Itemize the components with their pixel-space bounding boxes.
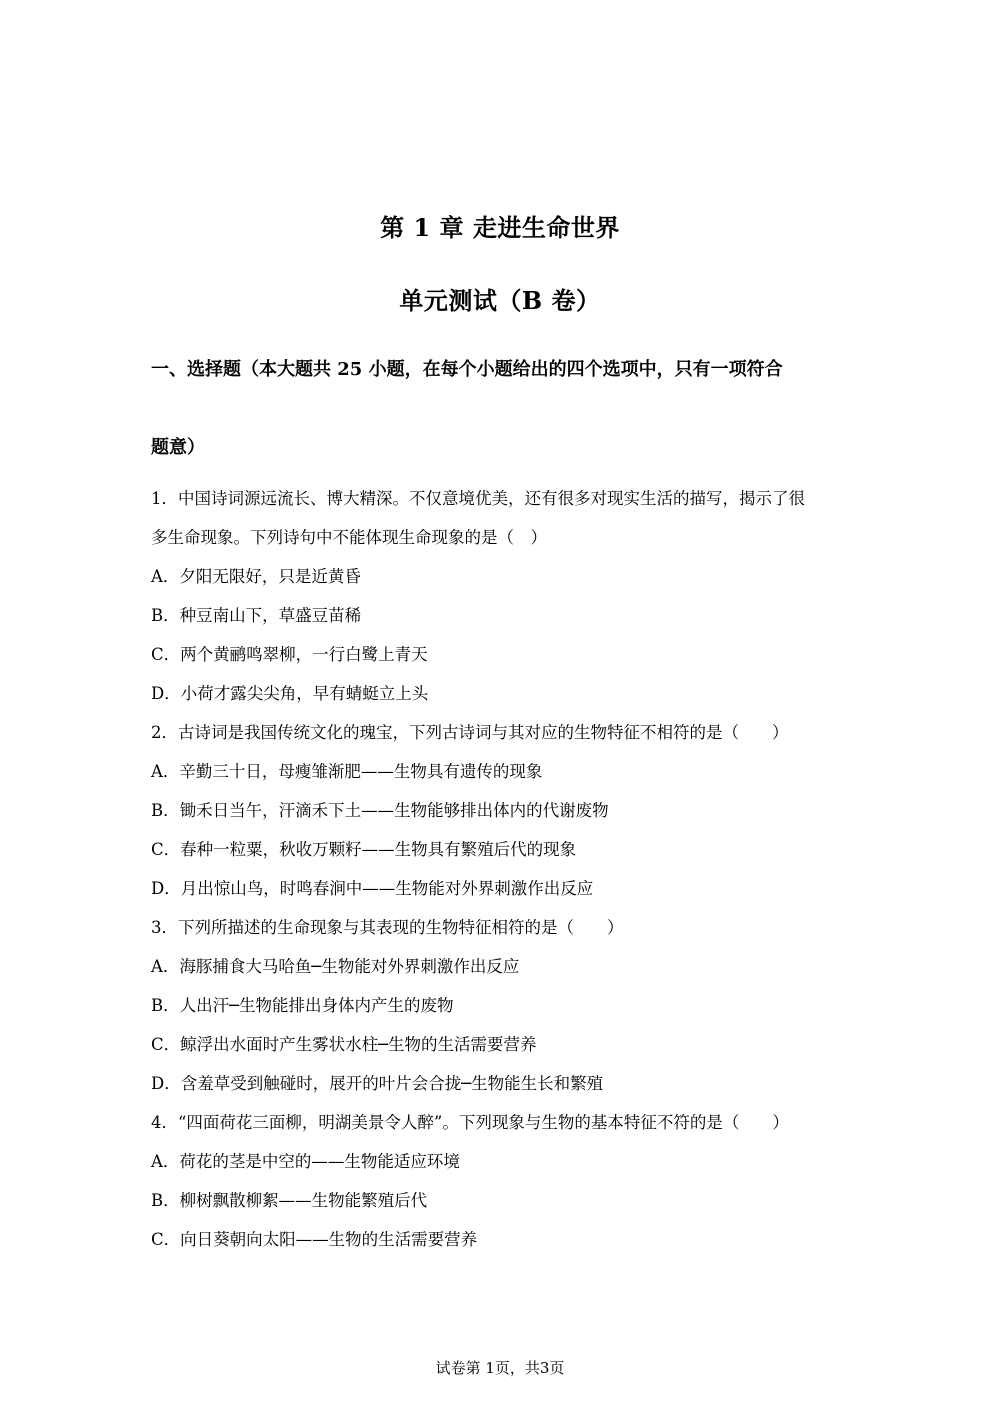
question-2-stem: 2．古诗词是我国传统文化的瑰宝，下列古诗词与其对应的生物特征不相符的是（ ） — [151, 723, 789, 742]
question-2-option-b: B．锄禾日当午，汗滴禾下土——生物能够排出体内的代谢废物 — [151, 801, 609, 820]
section-heading: 一、选择题（本大题共 25 小题，在每个小题给出的四个选项中，只有一项符合 — [151, 359, 783, 380]
question-1-option-c: C．两个黄鹂鸣翠柳，一行白鹭上青天 — [151, 645, 428, 664]
question-4-option-b: B．柳树飘散柳絮——生物能繁殖后代 — [151, 1191, 428, 1210]
question-3-option-b: B．人出汗─生物能排出身体内产生的废物 — [151, 996, 454, 1015]
question-2-option-a: A．辛勤三十日，母瘦雏渐肥——生物具有遗传的现象 — [151, 762, 543, 781]
question-4-option-a: A．荷花的茎是中空的——生物能适应环境 — [151, 1152, 460, 1171]
question-2-option-c: C．春种一粒粟，秋收万颗籽——生物具有繁殖后代的现象 — [151, 840, 577, 859]
question-3-option-c: C．鲸浮出水面时产生雾状水柱─生物的生活需要营养 — [151, 1035, 537, 1054]
question-4-option-c: C．向日葵朝向太阳——生物的生活需要营养 — [151, 1230, 478, 1249]
question-1-option-b: B．种豆南山下，草盛豆苗稀 — [151, 606, 362, 625]
test-subtitle: 单元测试（B 卷） — [399, 286, 601, 315]
question-3-option-d: D．含羞草受到触碰时，展开的叶片会合拢─生物能生长和繁殖 — [151, 1074, 604, 1093]
question-1-stem-continued: 多生命现象。下列诗句中不能体现生命现象的是（ ） — [151, 528, 547, 547]
question-4-stem: 4．“四面荷花三面柳，明湖美景令人醉”。下列现象与生物的基本特征不符的是（ ） — [151, 1113, 789, 1132]
question-1-option-d: D．小荷才露尖尖角，早有蜻蜓立上头 — [151, 684, 429, 703]
question-1-stem: 1．中国诗词源远流长、博大精深。不仅意境优美，还有很多对现实生活的描写，揭示了很 — [151, 489, 805, 508]
question-2-option-d: D．月出惊山鸟，时鸣春涧中——生物能对外界刺激作出反应 — [151, 879, 594, 898]
question-3-option-a: A．海豚捕食大马哈鱼─生物能对外界刺激作出反应 — [151, 957, 520, 976]
page-footer: 试卷第 1页，共3页 — [435, 1359, 565, 1377]
section-heading-continued: 题意） — [151, 437, 205, 458]
question-1-option-a: A．夕阳无限好，只是近黄昏 — [151, 567, 361, 586]
chapter-title: 第 1 章 走进生命世界 — [380, 213, 620, 242]
question-3-stem: 3．下列所描述的生命现象与其表现的生物特征相符的是（ ） — [151, 918, 624, 937]
